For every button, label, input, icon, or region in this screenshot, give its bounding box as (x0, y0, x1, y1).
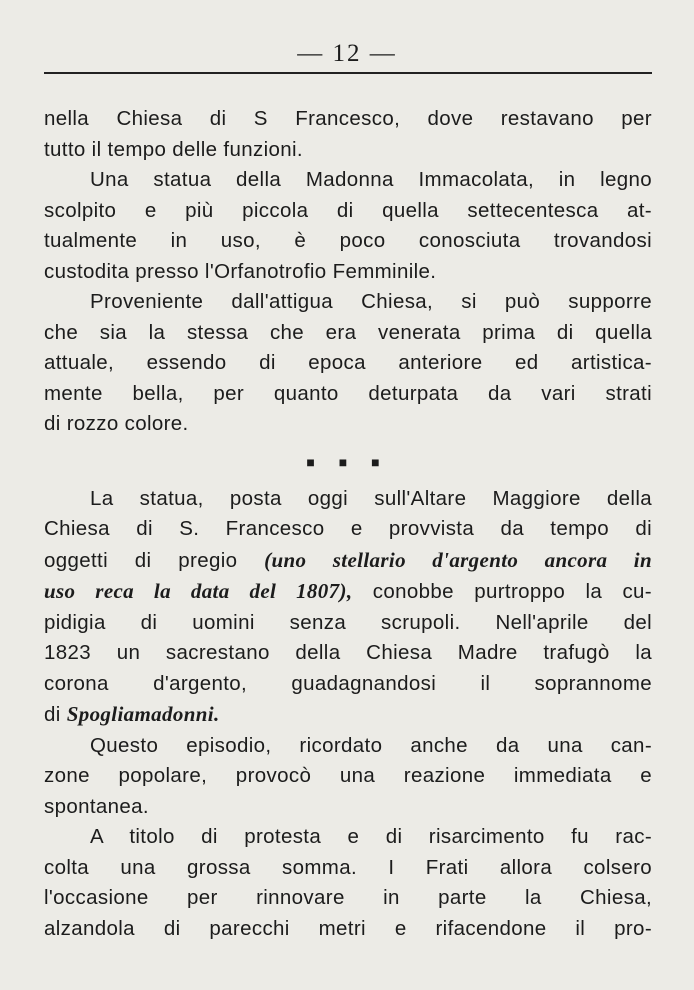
text-line: Proveniente dall'attigua Chiesa, si può supporre (90, 290, 652, 313)
section-ornament: ■ ■ ■ (306, 453, 390, 470)
paragraph-4 (44, 484, 652, 731)
paragraph-5 (44, 731, 652, 823)
text-segment: oggetti di pregio (44, 548, 265, 572)
text-line: tualmente in uso, è poco conosciuta trovandosi (44, 229, 652, 252)
paragraph-1 (44, 104, 652, 165)
header-rule (44, 72, 652, 74)
text-line (44, 699, 652, 731)
text-line: zone popolare, provocò una reazione immediata e (44, 764, 652, 787)
italic-text: Spogliamadonni. (66, 702, 220, 726)
text-line: nella Chiesa di S Francesco, dove restavano per (44, 107, 652, 130)
text-line: di rozzo colore. (44, 412, 189, 435)
text-line (44, 576, 652, 608)
text-line: custodita presso l'Orfanotrofio Femminile. (44, 259, 437, 283)
text-line: Questo episodio, ricordato anche da una can- (90, 733, 652, 757)
text-line: mente bella, per quanto deturpata da vari strati (44, 381, 652, 405)
text-line: l'occasione per rinnovare in parte la Chiesa, (44, 886, 652, 909)
text-line: tutto il tempo delle funzioni. (44, 137, 303, 161)
text-line: 1823 un sacrestano della Chiesa Madre trafugò la (44, 641, 652, 664)
paragraph-3 (44, 287, 652, 440)
text-line: scolpito e più piccola di quella settecentesca at- (44, 198, 652, 222)
paragraph-2 (44, 165, 652, 287)
body-text (44, 104, 652, 944)
italic-text: (uno stellario d'argento ancora in (264, 547, 652, 572)
italic-text: uso reca la data del 1807), (44, 579, 353, 603)
text-line (44, 545, 652, 577)
text-line: La statua, posta oggi sull'Altare Maggiore della (90, 486, 652, 510)
text-line: A titolo di protesta e di risarcimento fu rac- (90, 825, 652, 848)
text-line: corona d'argento, guadagnandosi il soprannome (44, 671, 652, 695)
text-line: Una statua della Madonna Immacolata, in legno (90, 168, 652, 191)
text-line: alzandola di parecchi metri e rifacendone il pro- (44, 916, 652, 940)
text-line: spontanea. (44, 794, 149, 818)
text-segment: di (44, 703, 67, 726)
text-segment: conobbe purtroppo la cu- (352, 580, 652, 603)
text-line: pidigia di uomini senza scrupoli. Nell'aprile del (44, 610, 652, 634)
text-line: colta una grossa somma. I Frati allora colsero (44, 855, 652, 879)
text-line: Chiesa di S. Francesco e provvista da tempo di (44, 517, 652, 540)
paragraph-6 (44, 822, 652, 944)
page-number: — 12 — (297, 40, 397, 67)
text-line: che sia la stessa che era venerata prima di quella (44, 320, 652, 344)
text-line: attuale, essendo di epoca anteriore ed artistica- (44, 351, 652, 374)
